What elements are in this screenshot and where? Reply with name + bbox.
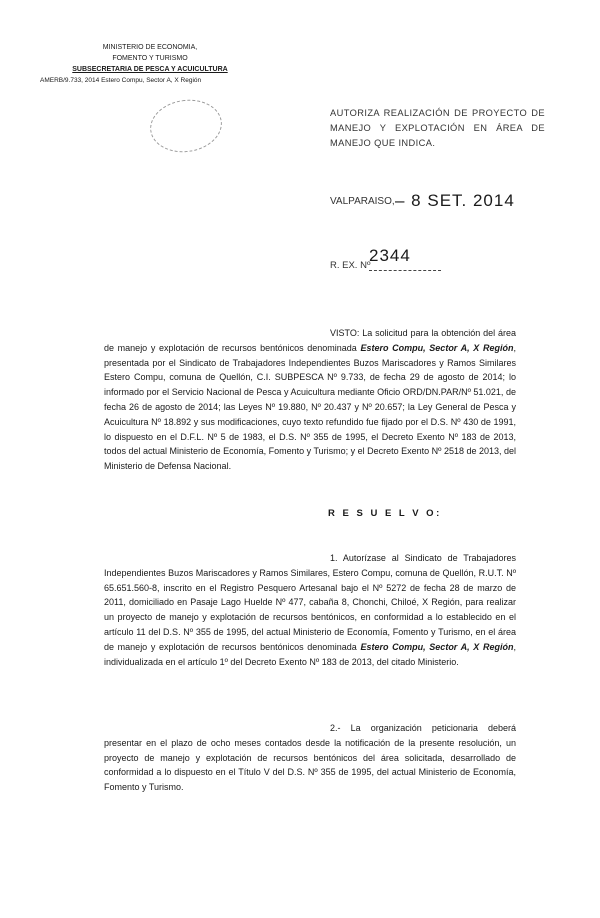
item-1-text-1: 1. Autorízase al Sindicato de Trabajadores Independientes Buzos Mariscadores y Ramos Similares, Estero Compu, comuna de Quellón, R.U.T. Nº 65.651.560-8, inscrito en el Registro Pesquero Artesanal bajo el Nº 5272 de fecha 28 de marzo de 2011, domiciliado en Pasaje Lago Huelde Nº 477, cabaña 8, Chonchi, Chiloé, X Región, para realizar un proyecto de manejo y explotación de recursos bentónicos, en conformidad a lo establecido en el artículo 11 del D.S. Nº 355 de 1995, del actual Ministerio de Economía, Fomento y Turismo, en el área de manejo y explotación de recursos bentónicos denominada — [104, 553, 516, 652]
visto-lead: VISTO: — [330, 328, 360, 338]
visto-paragraph — [104, 326, 516, 474]
resolution-subject: AUTORIZA REALIZACIÓN DE PROYECTO DE MANEJO Y EXPLOTACIÓN EN ÁREA DE MANEJO QUE INDICA. — [330, 108, 545, 148]
item-1-paragraph — [104, 551, 516, 669]
item-2-paragraph: 2.- La organización peticionaria deberá presentar en el plazo de ocho meses contados desde la notificación de la presente resolución, un proyecto de manejo y explotación de recursos bentónicos del área solicitada, desarrollado de conformidad a lo dispuesto en el Título V del D.S. Nº 355 de 1995, del actual Ministerio de Economía, Fomento y Turismo. — [104, 723, 516, 793]
visto-text-2: , presentada por el Sindicato de Trabajadores Independientes Buzos Mariscadores y Ramos Similares Estero Compu, comuna de Quellón, C.I. SUBPESCA Nº 9.733, de fecha 29 de agosto de 2014; lo informado por el Servicio Nacional de Pesca y Acuicultura mediante Oficio ORD/DN.PAR/Nº 51.021, de fecha 26 de agosto de 2014; las Leyes Nº 19.880, Nº 20.437 y Nº 20.657; la Ley General de Pesca y Acuicultura Nº 18.892 y sus modificaciones, cuyo texto refundido fue fijado por el D.S. Nº 430 de 1991, lo dispuesto en el D.F.L. Nº 5 de 1983, el D.S. Nº 355 de 1995, el Decreto Exento Nº 183 de 2013, todos del actual Ministerio de Economía, Fomento y Turismo; y el Decreto Exento Nº 2518 de 2013, del Ministerio de Defensa Nacional. — [104, 342, 517, 472]
file-reference: AMERB/9.733, 2014 Estero Compu, Sector A, X Región — [40, 77, 202, 84]
number-underline — [369, 270, 441, 271]
ministry-line-1: MINISTERIO DE ECONOMIA, — [102, 44, 198, 51]
visto-text-1: La solicitud para la obtención del área de manejo y explotación de recursos bentónicos denominada — [104, 328, 516, 353]
visto-area-name: Estero Compu, Sector A, X Región — [360, 342, 514, 353]
item-1-area-name: Estero Compu, Sector A, X Región — [360, 641, 514, 652]
item-1-text-2: , individualizada en el artículo 1º del Decreto Exento Nº 183 de 2013, del citado Ministerio. — [104, 641, 516, 667]
place-label: VALPARAISO, — [330, 196, 395, 207]
resolution-number: 2344 — [369, 246, 411, 265]
official-stamp — [147, 95, 226, 157]
date-stamp: – 8 SET. 2014 — [395, 191, 515, 210]
resolution-prefix: R. EX. Nº — [330, 260, 371, 271]
subsecretaria-name: SUBSECRETARIA DE PESCA Y ACUICULTURA — [72, 66, 228, 73]
ministry-line-2: FOMENTO Y TURISMO — [112, 55, 188, 62]
resuelvo-heading: R E S U E L V O: — [328, 508, 442, 519]
letterhead — [40, 42, 250, 86]
